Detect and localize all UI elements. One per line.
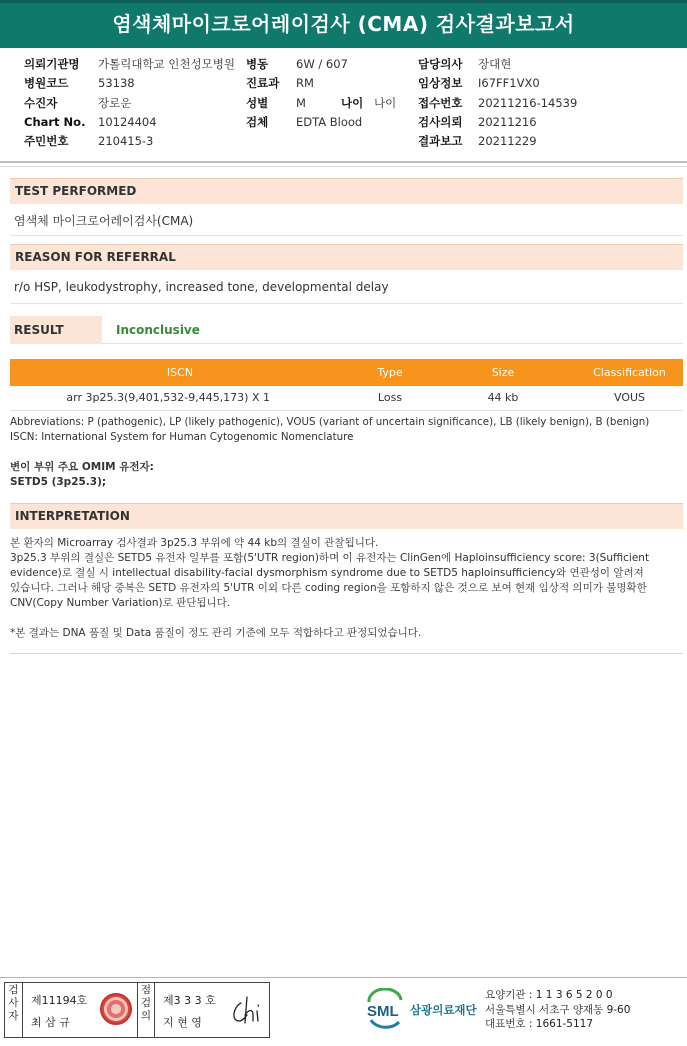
info-value: 20211229 — [478, 134, 537, 149]
info-label: 결과보고 — [418, 134, 463, 149]
examiner-seal-stamp — [100, 993, 132, 1025]
info-value: M — [296, 95, 306, 110]
org-name: 삼광의료재단 — [410, 1003, 477, 1017]
examiner-name: 최 삼 규 — [31, 1016, 70, 1029]
patient-info-col3 — [418, 55, 577, 151]
result-value: Inconclusive — [116, 323, 200, 337]
reason-text: r/o HSP, leukodystrophy, increased tone, developmental delay — [14, 280, 389, 294]
quality-note: *본 결과는 DNA 품질 및 Data 품질이 정도 관리 기준에 모두 적합하다고 판정되었습니다. — [10, 627, 422, 639]
section-reason-referral: REASON FOR REFERRAL — [10, 244, 683, 270]
interpretation-line: 있습니다. 그러나 해당 중복은 SETD 유전자의 5'UTR 이외 다른 coding region을 포함하지 않은 것으로 보여 현재 임상적 의미가 불명확한 — [10, 582, 647, 594]
sml-logo-icon — [365, 988, 405, 1030]
info-value: 가톨릭대학교 인천성모병원 — [98, 57, 235, 71]
info-label: 담당의사 — [418, 57, 463, 71]
info-value: RM — [296, 76, 314, 91]
info-label: 의뢰기관명 — [24, 57, 80, 71]
cell-type: Loss — [350, 386, 430, 410]
info-label: Chart No. — [24, 114, 86, 129]
info-value: EDTA Blood — [296, 114, 363, 129]
table-header-row — [10, 359, 683, 386]
interpretation-body — [10, 536, 680, 641]
org-info-line: 요양기관 : 1 1 3 6 5 2 0 0 — [485, 989, 613, 1001]
divider — [10, 303, 683, 304]
report-title-bar — [0, 0, 687, 48]
age-label: 나이 — [341, 95, 364, 110]
info-label: 병원코드 — [24, 76, 69, 91]
table-row — [10, 386, 683, 410]
reviewer-signature — [227, 993, 267, 1029]
age-value: 나이 — [374, 95, 397, 110]
info-value: 장대현 — [478, 57, 512, 71]
interpretation-line: 3p25.3 부위의 결실은 SETD5 유전자 일부를 포함(5'UTR region)하며 이 유전자는 ClinGen에 Haploinsufficiency score: 3(Sufficient — [10, 552, 650, 564]
omim-title: 변이 부위 주요 OMIM 유전자: — [10, 461, 154, 473]
interpretation-line: evidence)로 결실 시 intellectual disability-facial dysmorphism syndrome due to SETD5 haploinsufficiency와 연관성이 알려져 — [10, 567, 644, 579]
result-table — [10, 359, 683, 411]
reviewer-label-char: 검 — [140, 997, 152, 1009]
examiner-vertical-label — [5, 983, 23, 1037]
examiner-label-char: 사 — [8, 997, 19, 1009]
org-info-line: 서울특별시 서초구 양재동 9-60 — [485, 1003, 631, 1016]
report-title: 염색체마이크로어레이검사 (CMA) 검사결과보고서 — [112, 12, 575, 36]
th-iscn: ISCN — [10, 359, 350, 386]
info-label: 병동 — [246, 57, 269, 71]
info-value: 20211216-14539 — [478, 95, 578, 110]
org-info-line: 대표번호 : 1661-5117 — [485, 1018, 594, 1030]
reviewer-vertical-label — [137, 983, 155, 1037]
divider — [10, 235, 683, 236]
info-label: 성별 — [246, 95, 269, 110]
section-interpretation: INTERPRETATION — [10, 503, 683, 529]
reviewer-label-char: 점 — [140, 984, 152, 996]
abbreviations — [10, 415, 686, 445]
section-test-performed: TEST PERFORMED — [10, 178, 683, 204]
info-label: 진료과 — [246, 76, 280, 91]
info-value: 210415-3 — [98, 134, 154, 149]
footer-divider — [0, 977, 687, 978]
cell-size: 44 kb — [430, 386, 576, 410]
omim-genes — [10, 460, 154, 490]
reviewer-name: 지 현 영 — [163, 1016, 202, 1029]
th-type: Type — [350, 359, 430, 386]
reviewer-license-no: 제3 3 3 호 — [163, 994, 216, 1007]
signature-box — [4, 982, 270, 1038]
interpretation-line: 본 환자의 Microarray 검사결과 3p25.3 부위에 약 44 kb의 결실이 관찰됩니다. — [10, 537, 379, 549]
info-label: 수진자 — [24, 95, 58, 110]
info-label: 임상정보 — [418, 76, 463, 91]
iscn-note-line: ISCN: International System for Human Cytogenomic Nomenclature — [10, 431, 354, 443]
header-divider — [0, 161, 687, 163]
info-label: 검체 — [246, 114, 269, 129]
info-label: 주민번호 — [24, 134, 69, 149]
reviewer-label-char: 의 — [140, 1010, 152, 1022]
title-top-edge — [0, 0, 687, 3]
result-row — [10, 316, 683, 344]
info-value: 장로운 — [98, 95, 132, 110]
info-label: 검사의뢰 — [418, 114, 463, 129]
th-size: Size — [430, 359, 576, 386]
omim-gene-list: SETD5 (3p25.3); — [10, 476, 107, 488]
examiner-license-no: 제11194호 — [31, 994, 88, 1007]
info-label: 접수번호 — [418, 95, 463, 110]
org-info — [485, 988, 630, 1032]
interpretation-line: CNV(Copy Number Variation)로 판단됩니다. — [10, 597, 231, 609]
info-value: I67FF1VX0 — [478, 76, 540, 91]
patient-info-col1 — [24, 55, 235, 151]
th-classification: Classification — [576, 359, 683, 386]
info-value: 6W / 607 — [296, 57, 348, 71]
result-label: RESULT — [10, 316, 102, 344]
patient-info-col2 — [246, 55, 396, 132]
info-value: 10124404 — [98, 114, 157, 129]
content-end-divider — [10, 653, 683, 654]
test-performed-text: 염색체 마이크로어레이검사(CMA) — [14, 214, 194, 228]
examiner-label-char: 검 — [8, 984, 19, 996]
sml-logo-text: SML — [367, 1003, 399, 1020]
info-value: 53138 — [98, 76, 135, 91]
cell-iscn: arr 3p25.3(9,401,532-9,445,173) X 1 — [10, 386, 350, 410]
examiner-label-char: 자 — [8, 1010, 19, 1022]
header-divider-thin — [0, 166, 687, 167]
abbreviations-line: Abbreviations: P (pathogenic), LP (likely pathogenic), VOUS (variant of uncertain significance), LB (likely benign), B (benign) — [10, 416, 650, 428]
cell-classification: VOUS — [576, 386, 683, 410]
info-value: 20211216 — [478, 114, 537, 129]
